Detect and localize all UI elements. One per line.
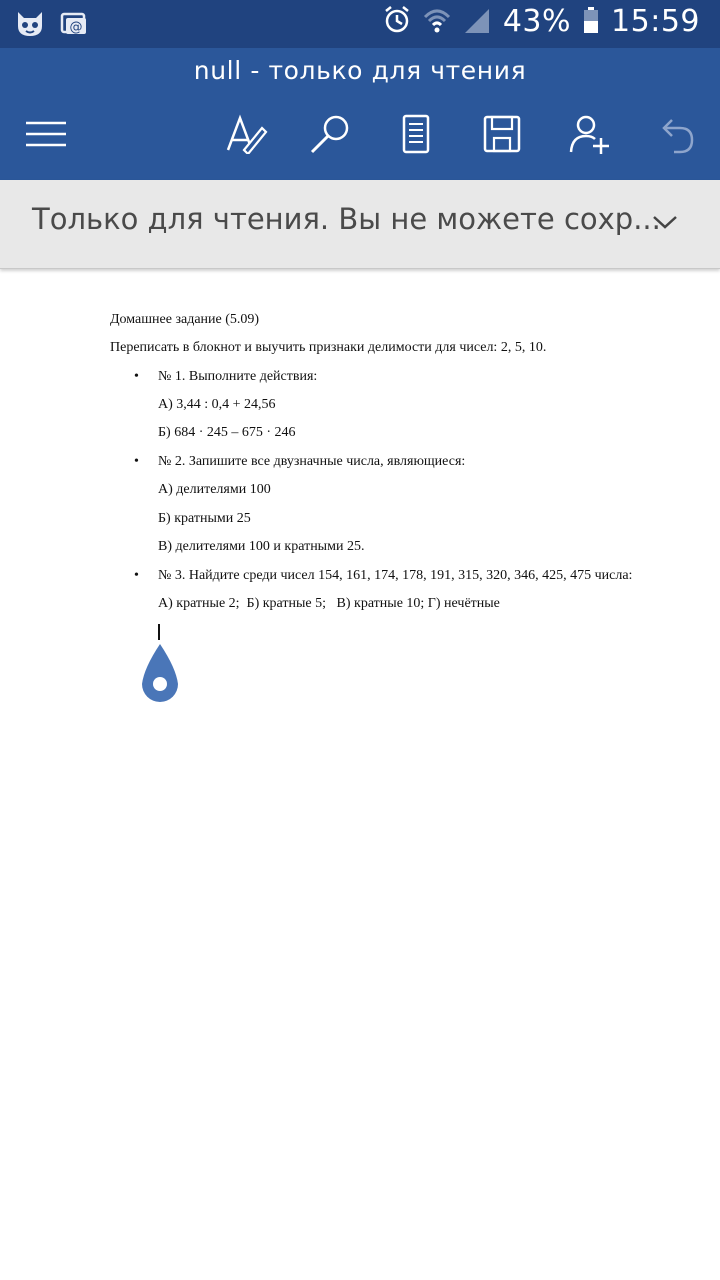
email-icon	[60, 8, 88, 43]
wifi-icon	[423, 5, 451, 39]
chevron-down-icon[interactable]	[650, 212, 680, 237]
task-2-sub-b: Б) кратными 25	[158, 511, 251, 526]
save-icon	[482, 114, 522, 154]
read-only-banner[interactable]	[0, 180, 720, 269]
cat-app-icon	[14, 8, 46, 43]
read-only-message: Только для чтения. Вы не можете сохр...	[32, 202, 661, 236]
task-2-sub-c: В) делителями 100 и кратными 25.	[158, 539, 365, 554]
search-button[interactable]	[306, 112, 354, 156]
app-header	[0, 48, 720, 180]
share-button[interactable]	[566, 112, 614, 156]
selection-handle[interactable]	[140, 642, 180, 711]
save-button[interactable]	[478, 112, 526, 156]
document-heading: Домашнее задание (5.09)	[110, 312, 260, 327]
task-3-sub-a: А) кратные 2; Б) кратные 5; В) кратные 10; Г) нечётные	[158, 596, 500, 611]
search-icon	[308, 114, 352, 154]
menu-icon	[24, 119, 68, 149]
reading-view-icon	[401, 114, 431, 154]
status-bar	[0, 0, 720, 48]
document-title: null - только для чтения	[193, 56, 527, 85]
battery-percent: 43%	[502, 4, 572, 39]
task-1-sub-a: А) 3,44 : 0,4 + 24,56	[158, 397, 276, 412]
bullet-marker: •	[134, 454, 139, 469]
text-cursor	[158, 624, 160, 640]
svg-text:@: @	[69, 20, 83, 35]
undo-icon	[656, 114, 696, 154]
clock: 15:59	[611, 4, 700, 39]
battery-icon	[583, 5, 599, 39]
edit-button[interactable]	[222, 112, 270, 156]
signal-icon	[463, 5, 491, 39]
task-2-heading: № 2. Запишите все двузначные числа, являющиеся:	[158, 454, 466, 469]
task-3-heading: № 3. Найдите среди чисел 154, 161, 174, 178, 191, 315, 320, 346, 425, 475 числа:	[158, 568, 633, 583]
alarm-icon	[383, 5, 411, 39]
reading-view-button[interactable]	[392, 112, 440, 156]
bullet-marker: •	[134, 568, 139, 583]
menu-button[interactable]	[22, 112, 70, 156]
document-intro: Переписать в блокнот и выучить признаки делимости для чисел: 2, 5, 10.	[110, 340, 547, 355]
task-2-sub-a: А) делителями 100	[158, 482, 271, 497]
task-1-heading: № 1. Выполните действия:	[158, 369, 318, 384]
bullet-marker: •	[134, 369, 139, 384]
edit-pen-icon	[224, 114, 268, 154]
share-person-icon	[568, 114, 612, 154]
undo-button[interactable]	[652, 112, 700, 156]
task-1-sub-b: Б) 684 · 245 – 675 · 246	[158, 425, 296, 440]
